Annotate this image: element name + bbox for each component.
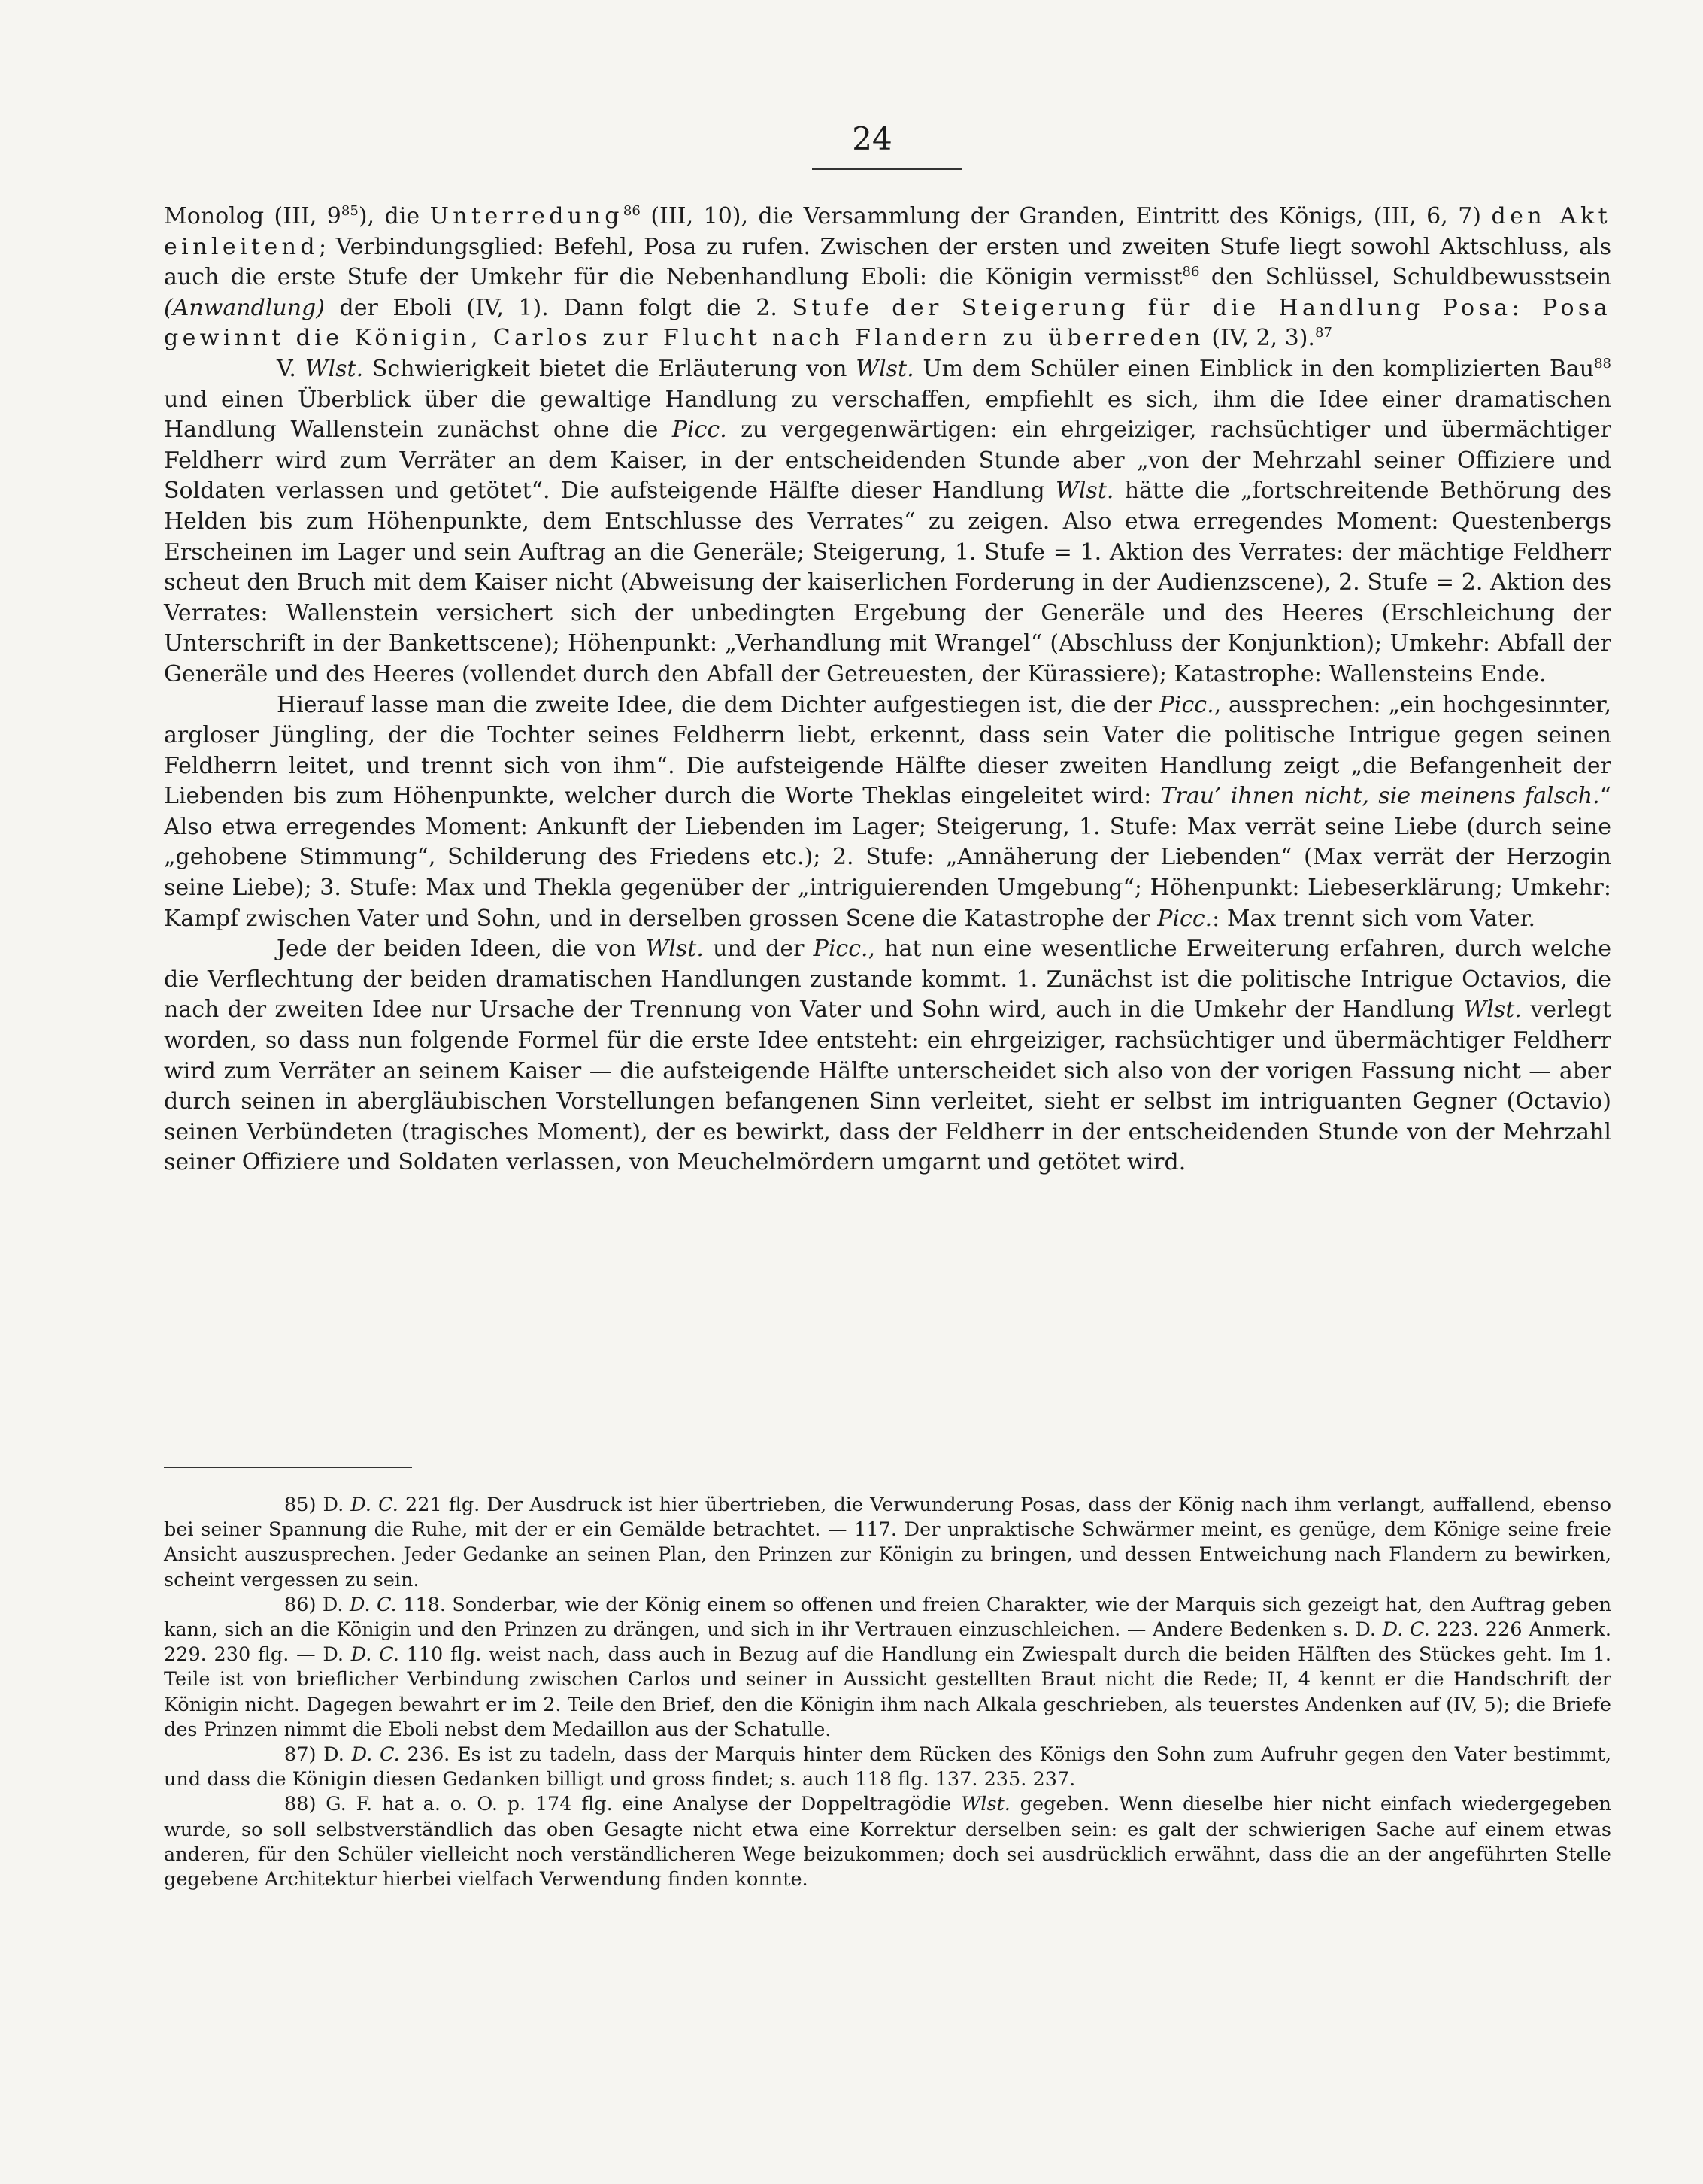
footnote-ref-85: 85 (341, 203, 359, 219)
page-number-rule (812, 168, 962, 170)
page-number: 24 (852, 120, 892, 157)
footnote-88: 88) G. F. hat a. o. O. p. 174 flg. eine Analyse der Doppeltragödie Wlst. gegeben. Wenn dieselbe hier nicht einfach wiedergegeben wurde, so soll selbstverständlich das oben Gesagte nicht etwa eine Korrektur derselben sein: es galt der schwierigen Sache auf einem etwas anderen, für den Schüler vielleicht noch verständlicheren Wege beizukommen; doch sei ausdrücklich erwähnt, dass die an der angeführten Stelle gegebene Architektur hierbei vielfach Verwendung finden konnte. (164, 1793, 1611, 1891)
footnote-86: 86) D. D. C. 118. Sonderbar, wie der König einem so offenen und freien Charakter, wie der Marquis sich gezeigt hat, den Auftrag geben kann, sich an die Königin und den Prinzen zu drängen, und sich in ihr Vertrauen einzuschleichen. — Andere Bedenken s. D. D. C. 223. 226 Anmerk. 229. 230 flg. — D. D. C. 110 flg. weist nach, dass auch in Bezug auf die Handlung ein Zwiespalt durch die beiden Hälften des Stückes geht. Im 1. Teile ist von brieflicher Verbindung zwischen Carlos und seiner in Aussicht gestellten Braut nicht die Rede; II, 4 kennt er die Handschrift der Königin nicht. Dagegen bewahrt er im 2. Teile den Brief, den die Königin ihm nach Alkala geschrieben, als teuerstes Andenken auf (IV, 5); die Briefe des Prinzen nimmt die Eboli nebst dem Medaillon aus der Schatulle. (164, 1593, 1611, 1741)
footnote-ref-87: 87 (1314, 325, 1332, 341)
main-text (164, 202, 1611, 1178)
footnote-ref-88: 88 (1594, 355, 1611, 372)
paragraph-ideas: Jede der beiden Ideen, die von Wlst. und der Picc., hat nun eine wesentliche Erweiterung erfahren, durch welche die Verflechtung der beiden dramatischen Handlungen zustande kommt. 1. Zunächst ist die politische Intrigue Octavios, die nach der zweiten Idee nur Ursache der Trennung von Vater und Sohn wird, auch in die Umkehr der Handlung Wlst. verlegt worden, so dass nun folgende Formel für die erste Idee entsteht: ein ehrgeiziger, rachsüchtiger und übermächtiger Feldherr wird zum Verräter an seinem Kaiser — die aufsteigende Hälfte unterscheidet sich also von der vorigen Fassung nicht — aber durch seinen in abergläubischen Vorstellungen befangenen Sinn verleitet, sieht er selbst im intriguanten Gegner (Octavio) seinen Verbündeten (tragisches Moment), der es bewirkt, dass der Feldherr in der entscheidenden Stunde von der Mehrzahl seiner Offiziere und Soldaten verlassen, von Meuchelmördern umgarnt und getötet wird. (164, 936, 1611, 1176)
paragraph-wallenstein: V. Wlst. Schwierigkeit bietet die Erläuterung von Wlst. Um dem Schüler einen Einblick in den komplizierten Bau$^{88}$ und einen Überblick über die gewaltige Handlung zu verschaffen, empfiehlt es sich, ihm die Idee einer dramatischen Handlung Wallenstein zunächst ohne die Picc. zu vergegenwärtigen: ein ehrgeiziger, rachsüchtiger und übermächtiger Feldherr wird zum Verräter an dem Kaiser, in der entscheidenden Stunde aber „von der Mehrzahl seiner Offiziere und Soldaten verlassen und getötet“. Die aufsteigende Hälfte dieser Handlung Wlst. hätte die „fortschreitende Bethörung des Helden bis zum Höhenpunkte, dem Entschlusse des Verrates“ zu zeigen. Also etwa erregendes Moment: Questenbergs Erscheinen im Lager und sein Auftrag an die Generäle; Steigerung, 1. Stufe = 1. Aktion des Verrates: der mächtige Feldherr scheut den Bruch mit dem Kaiser nicht (Abweisung der kaiserlichen Forderung in der Audienzscene), 2. Stufe = 2. Aktion des Verrates: Wallenstein versichert sich der unbedingten Ergebung der Generäle und des Heeres (Erschleichung der Unterschrift in der Bankettscene); Höhenpunkt: „Verhandlung mit Wrangel“ (Abschluss der Konjunktion); Umkehr: Abfall der Generäle und des Heeres (vollendet durch den Abfall der Getreuesten, der Kürassiere); Katastrophe: Wallensteins Ende. (164, 355, 1611, 687)
paragraph-piccolomini: Hierauf lasse man die zweite Idee, die dem Dichter aufgestiegen ist, die der Picc., aussprechen: „ein hochgesinnter, argloser Jüngling, der die Tochter seines Feldherrn liebt, erkennt, dass sein Vater die politische Intrigue gegen seinen Feldherrn leitet, und trennt sich von ihm“. Die aufsteigende Hälfte dieser zweiten Handlung zeigt „die Befangenheit der Liebenden bis zum Höhenpunkte, welcher durch die Worte Theklas eingeleitet wird: Trau’ ihnen nicht, sie meinens falsch.“ Also etwa erregendes Moment: Ankunft der Liebenden im Lager; Steigerung, 1. Stufe: Max verrät seine Liebe (durch seine „gehobene Stimmung“, Schilderung des Friedens etc.); 2. Stufe: „Annäherung der Liebenden“ (Max verrät der Herzogin seine Liebe); 3. Stufe: Max und Thekla gegenüber der „intriguierenden Umgebung“; Höhenpunkt: Liebeserklärung; Umkehr: Kampf zwischen Vater und Sohn, und in derselben grossen Scene die Katastrophe der Picc.: Max trennt sich vom Vater. (164, 691, 1611, 932)
footnote-ref-86: 86 (623, 203, 641, 219)
footnotes (164, 1493, 1611, 1892)
footnote-87: 87) D. D. C. 236. Es ist zu tadeln, dass der Marquis hinter dem Rücken des Königs den Sohn zum Aufruhr gegen den Vater bestimmt, und dass die Königin diesen Gedanken billigt und gross findet; s. auch 118 flg. 137. 235. 237. (164, 1743, 1611, 1791)
paragraph-monolog: Monolog (III, $9^{85}$), die Unterredung$^{86}$ (III, 10), die Versammlung der Granden, Eintritt des Königs, (III, 6, 7) den Akt einleitend; Verbindungsglied: Befehl, Posa zu rufen. Zwischen der ersten und zweiten Stufe liegt sowohl Aktschluss, als auch die erste Stufe der Umkehr für die Nebenhandlung Eboli: die Königin vermisst$^{86}$ den Schlüssel, Schuldbewusstsein (Anwandlung) der Eboli (IV, 1). Dann folgt die 2. Stufe der Steigerung für die Handlung Posa: Posa gewinnt die Königin, Carlos zur Flucht nach Flandern zu überreden (IV, 2, 3).$^{87}$ (164, 203, 1612, 352)
footnote-separator (164, 1467, 412, 1468)
footnote-85: 85) D. D. C. 221 flg. Der Ausdruck ist hier übertrieben, die Verwunderung Posas, dass der König nach ihm verlangt, auffallend, ebenso bei seiner Spannung die Ruhe, mit der er ein Gemälde betrachtet. — 117. Der unpraktische Schwärmer meint, es genüge, dem Könige seine freie Ansicht auszusprechen. Jeder Gedanke an seinen Plan, den Prinzen zur Königin zu bringen, und dessen Entweichung nach Flandern zu bewirken, scheint vergessen zu sein. (164, 1494, 1611, 1591)
footnote-ref-86b: 86 (1182, 264, 1200, 281)
